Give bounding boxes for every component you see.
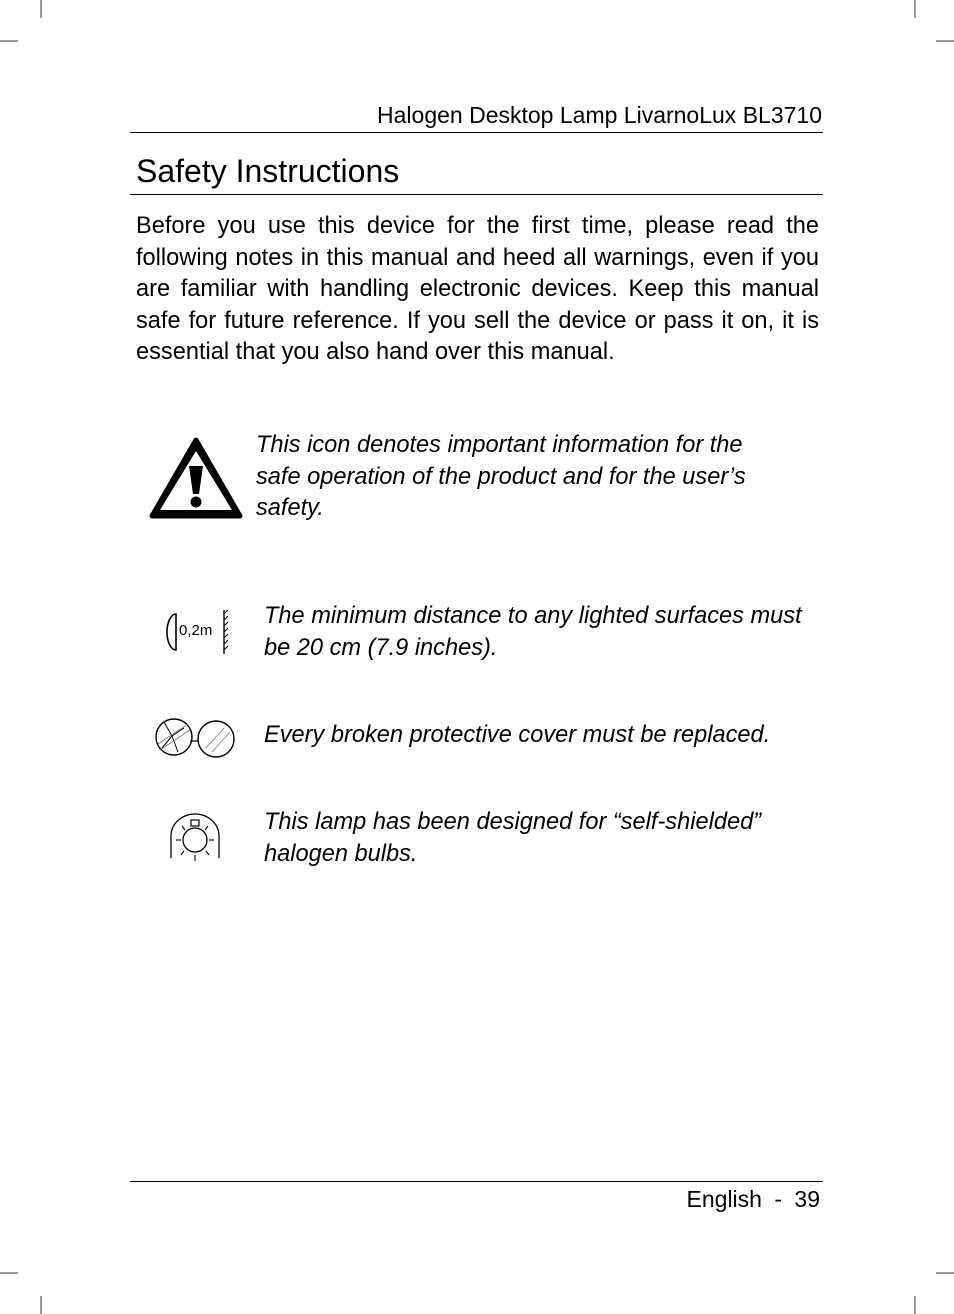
page-footer <box>132 1184 820 1214</box>
footer-rule <box>130 1181 823 1182</box>
footer-language: English <box>686 1186 762 1212</box>
page-number: 39 <box>794 1186 820 1212</box>
title-rule <box>130 194 823 195</box>
crop-mark <box>914 1296 916 1314</box>
running-header: Halogen Desktop Lamp LivarnoLux BL3710 <box>377 102 822 128</box>
minimum-distance-icon <box>160 608 232 656</box>
section-title: Safety Instructions <box>136 153 400 189</box>
crop-mark <box>40 1296 42 1314</box>
note-warning-text: This icon denotes important information for the safe operation of the product and for the user’s safety. <box>256 432 746 521</box>
distance-label: 0,2m <box>179 622 213 639</box>
crop-mark <box>936 40 954 42</box>
footer-separator: - <box>774 1186 783 1212</box>
header-rule <box>130 132 823 133</box>
warning-triangle-icon <box>148 436 244 522</box>
crop-mark <box>936 1272 954 1274</box>
note-distance-text: The minimum distance to any lighted surfaces must be 20 cm (7.9 inches). <box>264 603 802 661</box>
crop-mark <box>0 40 18 42</box>
note-cover-text: Every broken protective cover must be replaced. <box>264 722 771 748</box>
intro-paragraph: Before you use this device for the first time, please read the following notes in this manual and heed all warnings, even if you are familiar with handling electronic devices. Keep this manual safe for future reference. If you sell the device or pass it on, it is essential that you also hand over this manual. <box>136 213 819 365</box>
note-bulb-text: This lamp has been designed for “self-shielded” halogen bulbs. <box>264 809 762 867</box>
crop-mark <box>914 0 916 18</box>
self-shielded-bulb-icon <box>166 812 224 864</box>
crop-mark <box>0 1272 18 1274</box>
crop-mark <box>40 0 42 18</box>
broken-cover-replace-icon <box>152 714 240 760</box>
